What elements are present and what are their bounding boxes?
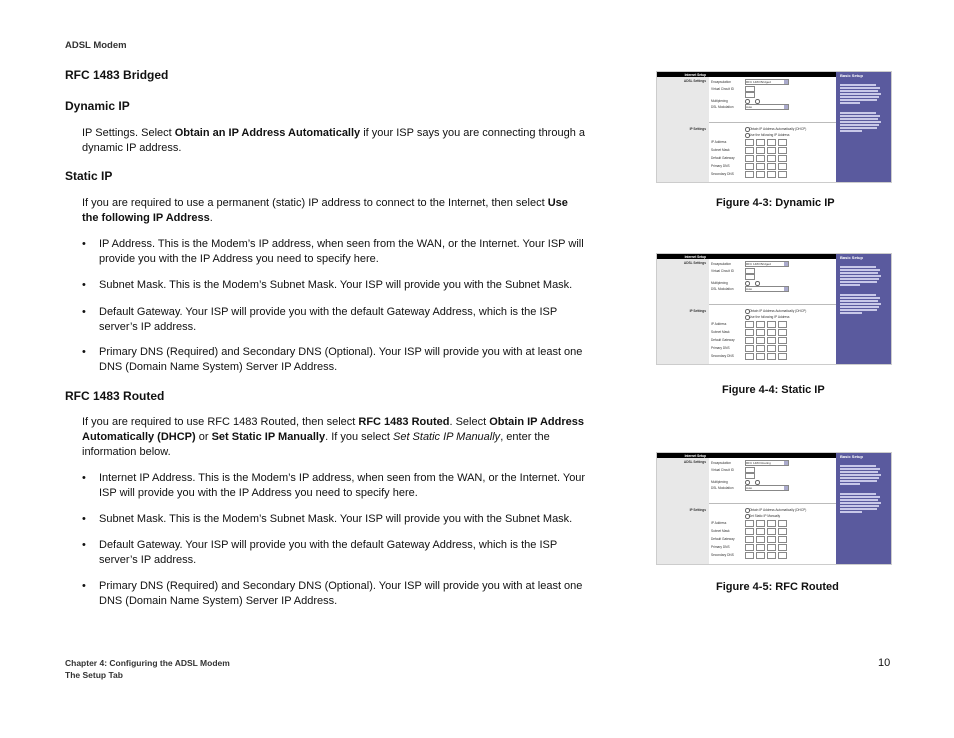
figure-help-text-line (840, 118, 878, 120)
figure-left-subtitle: ADSL Settings (683, 79, 706, 83)
figure-ip-octet-box (778, 345, 787, 352)
figure-dsl-select (745, 286, 789, 292)
figure-left-ip-settings: IP Settings (689, 508, 706, 512)
figure-mux-radio-1 (745, 480, 750, 485)
figure-ip-octet-box (756, 171, 765, 178)
figure-ip-octet-box (756, 345, 765, 352)
footer-chapter: Chapter 4: Configuring the ADSL Modem (65, 658, 230, 668)
figure-field-label: IP Address (711, 322, 727, 326)
figure-ip-octet-box (767, 155, 776, 162)
figure-help-text-line (840, 294, 876, 296)
figure-vc-label: Virtual Circuit ID (711, 87, 734, 91)
figure-dsl-label: DSL Modulation (711, 105, 734, 109)
figure-ip-octet-box (756, 147, 765, 154)
figure-help-text-line (840, 90, 878, 92)
figure-help-text-line (840, 275, 881, 277)
static-bullet-dns: • Primary DNS (Required) and Secondary DNS (Optional). Your ISP will provide you with at least one DNS (Domain Name System) Server IP Address. (82, 346, 583, 373)
figure-help-text-line (840, 284, 860, 286)
figure-help-text-line (840, 312, 862, 314)
figure-top-bar (709, 72, 836, 77)
figure-help-text-line (840, 112, 876, 114)
figure-option-2: Use the following IP Address (749, 315, 790, 319)
figure-help-text-line (840, 477, 879, 479)
figure-left-title: Internet Setup (684, 453, 706, 458)
figure-ip-octet-box (778, 329, 787, 336)
figure-ip-octet-box (778, 536, 787, 543)
figure-help-panel (836, 254, 891, 364)
figure-ip-octet-box (745, 321, 754, 328)
figure-option-2: Set Static IP Manually (749, 514, 781, 518)
figure-ip-octet-box (778, 528, 787, 535)
figure-help-text-line (840, 480, 877, 482)
figure-top-bar (709, 453, 836, 458)
figure-help-title: Basic Setup (840, 454, 863, 459)
figure-help-text-line (840, 269, 880, 271)
figure-field-label: Secondary DNS (711, 172, 734, 176)
figure-ip-octet-box (756, 536, 765, 543)
figure-ip-octet-box (778, 155, 787, 162)
figure-divider (709, 122, 836, 123)
figure-vc-label: Virtual Circuit ID (711, 269, 734, 273)
figure-ip-octet-box (778, 171, 787, 178)
figure-ip-octet-box (745, 155, 754, 162)
routed-bullet-dns: • Primary DNS (Required) and Secondary DNS (Optional). Your ISP will provide you with at least one DNS (Domain Name System) Server IP Address. (82, 580, 583, 607)
figure-ip-octet-box (767, 520, 776, 527)
heading-dynamic-ip: Dynamic IP (65, 99, 130, 113)
figure-ip-octet-box (756, 520, 765, 527)
figure-field-label: Secondary DNS (711, 354, 734, 358)
figure-help-text-line (840, 493, 876, 495)
figure-field-label: Subnet Mask (711, 529, 730, 533)
figure-help-text-line (840, 272, 878, 274)
figure-field-label: IP Address (711, 140, 727, 144)
figure-ip-octet-box (745, 345, 754, 352)
heading-static-ip: Static IP (65, 169, 113, 183)
figure-ip-octet-box (767, 321, 776, 328)
figure-rfc-routed (656, 452, 892, 565)
figure-dsl-label: DSL Modulation (711, 287, 734, 291)
routed-bullet-default-gateway: • Default Gateway. Your ISP will provide you with the default Gateway Address, which is the ISP server’s IP address. (82, 539, 557, 566)
dynamic-ip-paragraph: IP Settings. Select Obtain an IP Address Automatically if your ISP says you are connecting through a dynamic IP address. (82, 127, 585, 154)
figure-encap-value: RFC 1483 Bridged (746, 262, 771, 266)
figure-mux-radio-1 (745, 99, 750, 104)
figure-encap-value: RFC 1483 Bridged (746, 80, 771, 84)
figure-ip-octet-box (756, 544, 765, 551)
figure-ip-octet-box (756, 353, 765, 360)
figure-static-ip (656, 253, 892, 365)
figure-ip-octet-box (778, 321, 787, 328)
figure-mux-radio-2 (755, 99, 760, 104)
figure-ip-octet-box (778, 520, 787, 527)
figure-mux-label: Multiplexing (711, 99, 728, 103)
figure-help-text-line (840, 127, 877, 129)
figure-divider (709, 304, 836, 305)
figure-help-panel (836, 453, 891, 564)
figure-mux-label: Multiplexing (711, 281, 728, 285)
figure-ip-octet-box (778, 139, 787, 146)
figure-ip-octet-box (767, 544, 776, 551)
figure-field-label: Primary DNS (711, 346, 730, 350)
figure-dsl-label: DSL Modulation (711, 486, 734, 490)
figure-ip-octet-box (767, 528, 776, 535)
figure-ip-octet-box (745, 520, 754, 527)
figure-help-text-line (840, 121, 881, 123)
figure-help-text-line (840, 278, 879, 280)
figure-ip-octet-box (745, 353, 754, 360)
figure-help-text-line (840, 130, 862, 132)
routed-bullet-ip-address: • Internet IP Address. This is the Modem’s IP address, when seen from the WAN, or the Internet. Your ISP will provide you with the IP Address you need to specify here. (82, 472, 586, 499)
figure-ip-octet-box (756, 163, 765, 170)
figure-ip-octet-box (778, 337, 787, 344)
static-bullet-subnet-mask: • Subnet Mask. This is the Modem’s Subnet Mask. Your ISP will provide you with the Subnet Mask. (82, 279, 573, 291)
figure-help-text-line (840, 306, 879, 308)
figure-ip-octet-box (756, 139, 765, 146)
figure-help-text-line (840, 93, 881, 95)
figure-vc-label: Virtual Circuit ID (711, 468, 734, 472)
figure-left-ip-settings: IP Settings (689, 127, 706, 131)
figure-help-text-line (840, 303, 881, 305)
figure-help-text-line (840, 309, 877, 311)
figure-ip-octet-box (767, 171, 776, 178)
page-number: 10 (878, 657, 891, 669)
figure-field-label: Primary DNS (711, 164, 730, 168)
figure-help-text-line (840, 102, 860, 104)
figure-help-text-line (840, 496, 880, 498)
figure-field-label: IP Address (711, 521, 727, 525)
figure-caption-dynamic-ip: Figure 4-3: Dynamic IP (716, 197, 835, 209)
figure-ip-octet-box (767, 337, 776, 344)
figure-field-label: Default Gateway (711, 156, 735, 160)
figure-mux-radio-2 (755, 480, 760, 485)
figure-encap-value: RFC 1483 Routing (746, 461, 771, 465)
figure-help-text-line (840, 483, 860, 485)
figure-help-text-line (840, 96, 879, 98)
figure-field-label: Default Gateway (711, 338, 735, 342)
figure-ip-octet-box (767, 353, 776, 360)
figure-ip-octet-box (756, 155, 765, 162)
figure-help-text-line (840, 87, 880, 89)
figure-encap-label: Encapsulation (711, 80, 732, 84)
figure-mux-radio-1 (745, 281, 750, 286)
figure-ip-octet-box (767, 536, 776, 543)
figure-ip-octet-box (778, 544, 787, 551)
figure-help-text-line (840, 300, 878, 302)
figure-help-text-line (840, 499, 878, 501)
figure-help-text-line (840, 465, 876, 467)
figure-ip-octet-box (778, 552, 787, 559)
figure-help-text-line (840, 266, 876, 268)
figure-mux-label: Multiplexing (711, 480, 728, 484)
figure-encap-select (745, 79, 789, 85)
heading-rfc-bridged: RFC 1483 Bridged (65, 68, 169, 82)
figure-help-text-line (840, 505, 879, 507)
heading-rfc-routed: RFC 1483 Routed (65, 389, 165, 403)
figure-ip-octet-box (745, 337, 754, 344)
footer-section: The Setup Tab (65, 670, 123, 680)
figure-ip-octet-box (745, 329, 754, 336)
figure-ip-octet-box (745, 536, 754, 543)
figure-ip-octet-box (756, 552, 765, 559)
figure-help-text-line (840, 84, 876, 86)
figure-ip-octet-box (745, 147, 754, 154)
figure-encap-label: Encapsulation (711, 262, 732, 266)
figure-dsl-select (745, 104, 789, 110)
figure-help-text-line (840, 471, 878, 473)
figure-ip-octet-box (767, 163, 776, 170)
figure-dsl-value: Auto (746, 287, 753, 291)
figure-field-label: Subnet Mask (711, 330, 730, 334)
figure-encap-select (745, 261, 789, 267)
figure-help-text-line (840, 297, 880, 299)
figure-help-text-line (840, 468, 880, 470)
figure-ip-octet-box (778, 147, 787, 154)
figure-option-2: Use the following IP Address (749, 133, 790, 137)
figure-ip-octet-box (778, 163, 787, 170)
figure-field-label: Secondary DNS (711, 553, 734, 557)
figure-help-text-line (840, 99, 877, 101)
figure-ip-octet-box (756, 321, 765, 328)
figure-dsl-select (745, 485, 789, 491)
figure-vci-input (745, 473, 755, 479)
figure-caption-rfc-routed: Figure 4-5: RFC Routed (716, 581, 839, 593)
figure-ip-octet-box (756, 329, 765, 336)
figure-ip-octet-box (745, 171, 754, 178)
figure-dsl-value: Auto (746, 105, 753, 109)
running-header: ADSL Modem (65, 40, 127, 51)
figure-ip-octet-box (756, 528, 765, 535)
figure-left-title: Internet Setup (684, 72, 706, 77)
figure-ip-octet-box (745, 163, 754, 170)
figure-ip-octet-box (767, 139, 776, 146)
figure-option-1: Obtain IP Address Automatically (DHCP) (749, 309, 807, 313)
figure-field-label: Subnet Mask (711, 148, 730, 152)
figure-dynamic-ip (656, 71, 892, 183)
figure-top-bar (709, 254, 836, 259)
figure-dsl-value: Auto (746, 486, 753, 490)
figure-ip-octet-box (767, 329, 776, 336)
figure-ip-octet-box (745, 552, 754, 559)
static-bullet-default-gateway: • Default Gateway. Your ISP will provide you with the default Gateway Address, which is the ISP server’s IP address. (82, 306, 557, 333)
figure-ip-octet-box (767, 147, 776, 154)
figure-ip-octet-box (745, 544, 754, 551)
figure-ip-octet-box (756, 337, 765, 344)
figure-ip-octet-box (745, 139, 754, 146)
figure-ip-octet-box (745, 528, 754, 535)
figure-option-1: Obtain IP Address Automatically (DHCP) (749, 508, 807, 512)
figure-ip-octet-box (778, 353, 787, 360)
figure-encap-select (745, 460, 789, 466)
figure-help-text-line (840, 502, 881, 504)
figure-help-text-line (840, 281, 877, 283)
figure-left-subtitle: ADSL Settings (683, 460, 706, 464)
figure-left-ip-settings: IP Settings (689, 309, 706, 313)
figure-field-label: Primary DNS (711, 545, 730, 549)
figure-help-text-line (840, 508, 877, 510)
figure-help-text-line (840, 124, 879, 126)
figure-help-panel (836, 72, 891, 182)
figure-help-text-line (840, 115, 880, 117)
figure-help-title: Basic Setup (840, 73, 863, 78)
figure-encap-label: Encapsulation (711, 461, 732, 465)
figure-help-text-line (840, 474, 881, 476)
figure-field-label: Default Gateway (711, 537, 735, 541)
figure-divider (709, 503, 836, 504)
figure-ip-octet-box (767, 345, 776, 352)
figure-left-subtitle: ADSL Settings (683, 261, 706, 265)
figure-help-text-line (840, 511, 862, 513)
routed-bullet-subnet-mask: • Subnet Mask. This is the Modem’s Subnet Mask. Your ISP will provide you with the Subnet Mask. (82, 513, 573, 525)
figure-left-title: Internet Setup (684, 254, 706, 259)
routed-paragraph: If you are required to use RFC 1483 Routed, then select RFC 1483 Routed. Select Obtain IP Address Automatically (DHCP) or Set Static IP Manually. If you select Set Static IP Manually, enter the information below. (82, 416, 584, 458)
figure-ip-octet-box (767, 552, 776, 559)
figure-option-1: Obtain IP Address Automatically (DHCP) (749, 127, 807, 131)
figure-vci-input (745, 92, 755, 98)
figure-vci-input (745, 274, 755, 280)
figure-caption-static-ip: Figure 4-4: Static IP (722, 384, 825, 396)
static-ip-paragraph: If you are required to use a permanent (static) IP address to connect to the Internet, then select Use the following IP Address. (82, 197, 568, 224)
figure-help-title: Basic Setup (840, 255, 863, 260)
static-bullet-ip-address: • IP Address. This is the Modem’s IP address, when seen from the WAN, or the Internet. Your ISP will provide you with the IP Address you need to specify here. (82, 238, 584, 265)
figure-mux-radio-2 (755, 281, 760, 286)
